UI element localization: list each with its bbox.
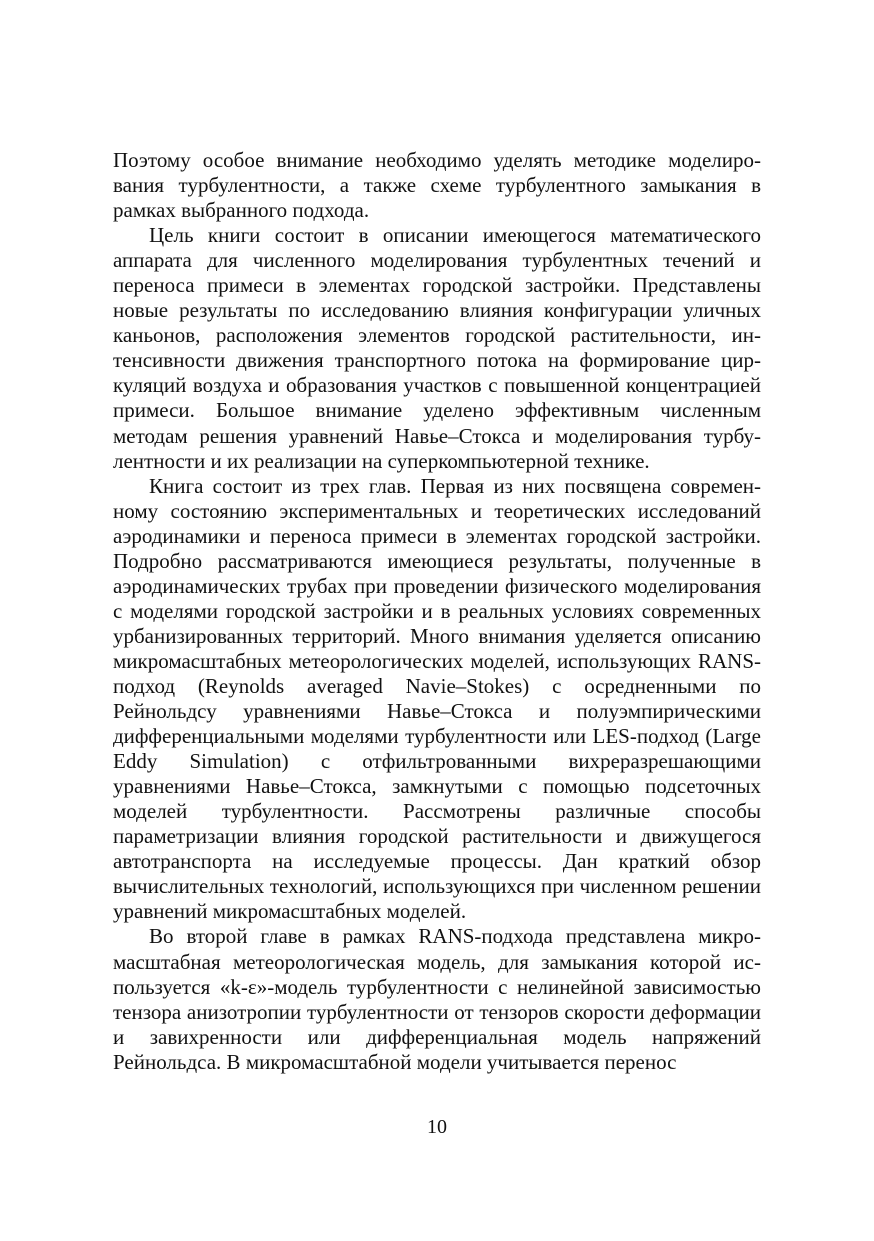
paragraph-book-goal: Цель книги состоит в описании имеющегося математического аппарата для численного моделирования турбулентных течений и переноса примеси в элементах городской застройки. Представлены новые результаты по исследованию влияния конфигурации уличных каньонов, расположения элементов городской растительности, интенсивности движения транспортного потока на формирование циркуляций воздуха и образования участков с повышенной концентрацией примеси. Большое внимание уделено эффективным численным методам решения уравнений Навье–Стокса и моделирования турбулентности и их реализации на суперкомпьютерной технике. xyxy=(113,223,761,473)
paragraph-second-chapter: Во второй главе в рамках RANS-подхода представлена микромасштабная метеорологическая модель, для замыкания которой используется «k-ε»-модель турбулентности с нелинейной зависимостью тензора анизотропии турбулентности от тензоров скорости деформации и завихренности или дифференциальная модель напряжений Рейнольдса. В микромасштабной модели учитывается перенос xyxy=(113,924,761,1074)
paragraph-book-structure: Книга состоит из трех глав. Первая из них посвящена современному состоянию экспериментальных и теоретических исследований аэродинамики и переноса примеси в элементах городской застройки. Подробно рассматриваются имеющиеся результаты, полученные в аэродинамических трубах при проведении физического моделирования с моделями городской застройки и в реальных условиях современных урбанизированных территорий. Много внимания уделяется описанию микромасштабных метеорологических моделей, использующих RANS-подход (Reynolds averaged Navie–Stokes) с осредненными по Рейнольдсу уравнениями Навье–Стокса и полуэмпирическими дифференциальными моделями турбулентности или LES-подход (Large Eddy Simulation) с отфильтрованными вихреразрешающими уравнениями Навье–Стокса, замкнутыми с помощью подсеточных моделей турбулентности. Рассмотрены различные способы параметризации влияния городской растительности и движущегося автотранспорта на исследуемые процессы. Дан краткий обзор вычислительных технологий, использующихся при численном решении уравнений микромасштабных моделей. xyxy=(113,473,761,924)
page-number: 10 xyxy=(427,1116,447,1138)
paragraph-continuation: Поэтому особое внимание необходимо уделять методике моделирования турбулентности, а также схеме турбулентного замыкания в рамках выбранного подхода. xyxy=(113,148,761,223)
body-text xyxy=(113,148,761,1075)
